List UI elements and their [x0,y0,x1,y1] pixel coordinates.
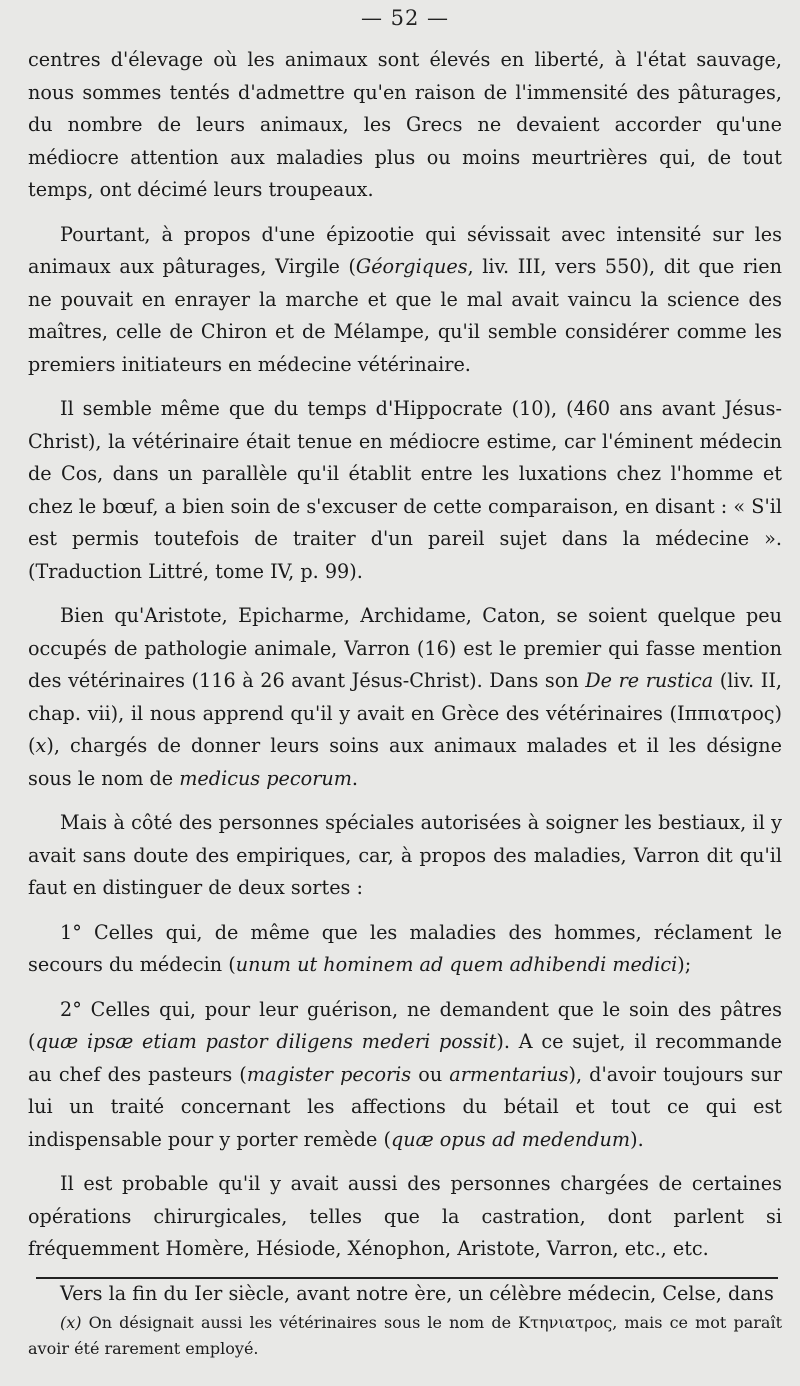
italic-term: quæ opus ad medendum [390,1127,631,1151]
paragraph-p4 [28,600,782,795]
text-run: Bien qu'Aristote, Epicharme, Archidame, Caton, se soient quelque peu occupés de pathologie animale, Varron (16) est le premier qui fasse mention des vétérinaires (116 à 26 avant Jésus-Christ). Dans son [28,604,782,692]
text-run: 2° Celles qui, pour leur guérison, ne demandent que le soin des pâtres ( [28,997,782,1053]
page-number: — 52 — [360,6,450,30]
text-run: (liv. II, chap. vii), il nous apprend qu'il y avait en Grèce des vétérinaires (Ιππιατρος) ( [28,669,782,757]
text-run: Il semble même que du temps d'Hippocrate (10), (460 ans avant Jésus-Christ), la vétérinaire était tenue en médiocre estime, car l'éminent médecin de Cos, dans un parallèle qu'il établit entre les luxations chez l'homme et chez le bœuf, a bien soin de s'excuser de cette comparaison, en disant : « S'il est permis toutefois de traiter d'un pareil sujet dans la médecine ». (Traduction Littré, tome IV, p. 99). [28,397,782,583]
italic-term: De re rustica [585,669,714,692]
body-text [28,44,782,1310]
italic-term: quæ ipsæ etiam pastor diligens mederi possit [35,1030,497,1053]
italic-term: armentarius [449,1062,569,1086]
text-run: . [351,766,359,790]
text-run: ). A ce sujet, il recommande au chef des pasteurs ( [28,1030,782,1086]
italic-term: x [35,734,47,757]
paragraph-p1 [28,44,782,207]
text-run: 1° Celles qui, de même que les maladies des hommes, réclament le secours du médecin ( [28,920,782,976]
text-run: centres d'élevage où les animaux sont élevés en liberté, à l'état sauvage, nous sommes tentés d'admettre qu'en raison de l'immensité des pâturages, du nombre de leurs animaux, les Grecs ne devaient accorder qu'une médiocre attention aux maladies plus ou moins meurtrières qui, de tout temps, ont décimé leurs troupeaux. [28,48,782,201]
text-run: ou [411,1062,450,1086]
italic-term: unum ut hominem ad quem adhibendi medici [235,953,678,976]
text-run: ); [677,953,692,976]
paragraph-p3 [28,393,782,588]
italic-term: Géorgiques [355,255,468,278]
text-run: ), d'avoir toujours sur lui un traité concernant les affections du bétail et tout ce qui est indispensable pour y porter remède ( [28,1062,782,1151]
paragraph-p7 [28,994,782,1157]
text-run: Mais à côté des personnes spéciales autorisées à soigner les bestiaux, il y avait sans doute des empiriques, car, à propos des maladies, Varron dit qu'il faut en distinguer de deux sortes : [28,811,782,899]
text-run: , liv. III, vers 550), dit que rien ne pouvait en enrayer la marche et que le mal avait vaincu la science des maîtres, celle de Chiron et de Mélampe, qu'il semble considérer comme les premiers initiateurs en médecine vétérinaire. [28,255,782,376]
footnote-divider [36,1277,778,1279]
paragraph-p8 [28,1168,782,1266]
paragraph-p5 [28,807,782,905]
italic-term: magister pecoris [246,1062,412,1086]
footnote-marker: (x) [60,1313,82,1332]
footnote [28,1310,782,1362]
paragraph-p2 [28,219,782,382]
text-run: Pourtant, à propos d'une épizootie qui sévissait avec intensité sur les animaux aux pâturages, Virgile ( [28,222,782,278]
text-run: ). [630,1127,644,1151]
paragraph-p6 [28,917,782,982]
text-run: ), chargés de donner leurs soins aux animaux malades et il les désigne sous le nom de [28,734,782,790]
footnote-text: On désignait aussi les vétérinaires sous le nom de Κτηνιατρος, mais ce mot paraît avoir été rarement employé. [28,1313,782,1358]
text-run: Vers la fin du Ier siècle, avant notre ère, un célèbre médecin, Celse, dans [60,1281,774,1305]
paragraph-p9 [28,1278,782,1311]
text-run: Il est probable qu'il y avait aussi des personnes chargées de certaines opérations chirurgicales, telles que la castration, dont parlent si fréquemment Homère, Hésiode, Xénophon, Aristote, Varron, etc., etc. [28,1172,782,1260]
italic-term: medicus pecorum [179,766,352,790]
